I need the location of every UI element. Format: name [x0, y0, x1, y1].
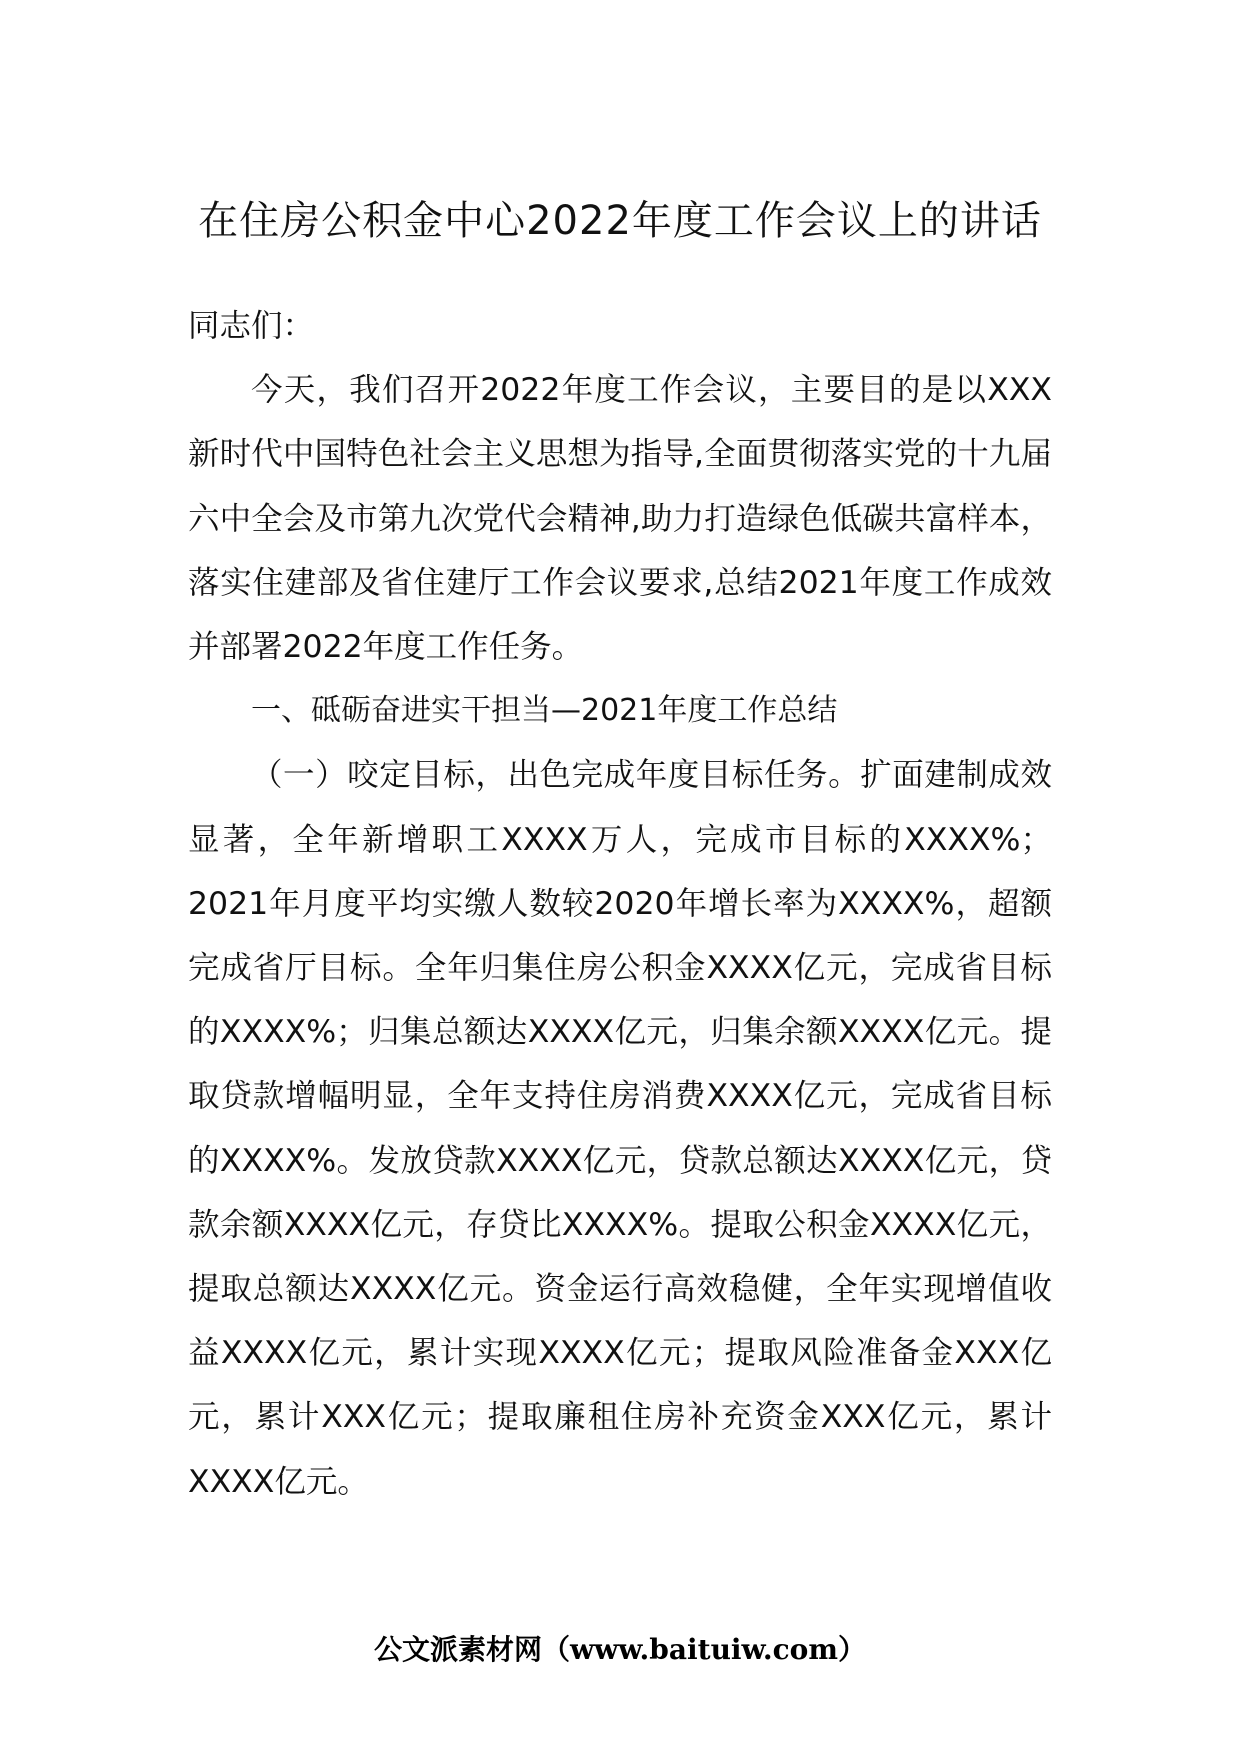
- document-body: [188, 294, 1052, 1514]
- document-title: 在住房公积金中心2022年度工作会议上的讲话: [198, 197, 1042, 244]
- footer-watermark: 公文派素材网（www.baituiw.com）: [374, 1633, 866, 1666]
- intro-paragraph: 今天，我们召开2022年度工作会议，主要目的是以XXX新时代中国特色社会主义思想为指导,全面贯彻落实党的十九届六中全会及市第九次党代会精神,助力打造绿色低碳共富样本，落实住建部及省住建厅工作会议要求,总结2021年度工作成效并部署2022年度工作任务。: [188, 372, 1052, 666]
- section-paragraph: （一）咬定目标，出色完成年度目标任务。扩面建制成效显著，全年新增职工XXXX万人，完成市目标的XXXX%；2021年月度平均实缴人数较2020年增长率为XXXX%，超额完成省厅目标。全年归集住房公积金XXXX亿元，完成省目标的XXXX%；归集总额达XXXX亿元，归集余额XXXX亿元。提取贷款增幅明显，全年支持住房消费XXXX亿元，完成省目标的XXXX%。发放贷款XXXX亿元，贷款总额达XXXX亿元，贷款余额XXXX亿元，存贷比XXXX%。提取公积金XXXX亿元，提取总额达XXXX亿元。资金运行高效稳健，全年实现增值收益XXXX亿元，累计实现XXXX亿元；提取风险准备金XXX亿元，累计XXX亿元；提取廉租住房补充资金XXX亿元，累计XXXX亿元。: [188, 757, 1052, 1500]
- section-heading: 一、砥砺奋进实干担当—2021年度工作总结: [251, 693, 838, 729]
- greeting: 同志们：: [188, 308, 315, 344]
